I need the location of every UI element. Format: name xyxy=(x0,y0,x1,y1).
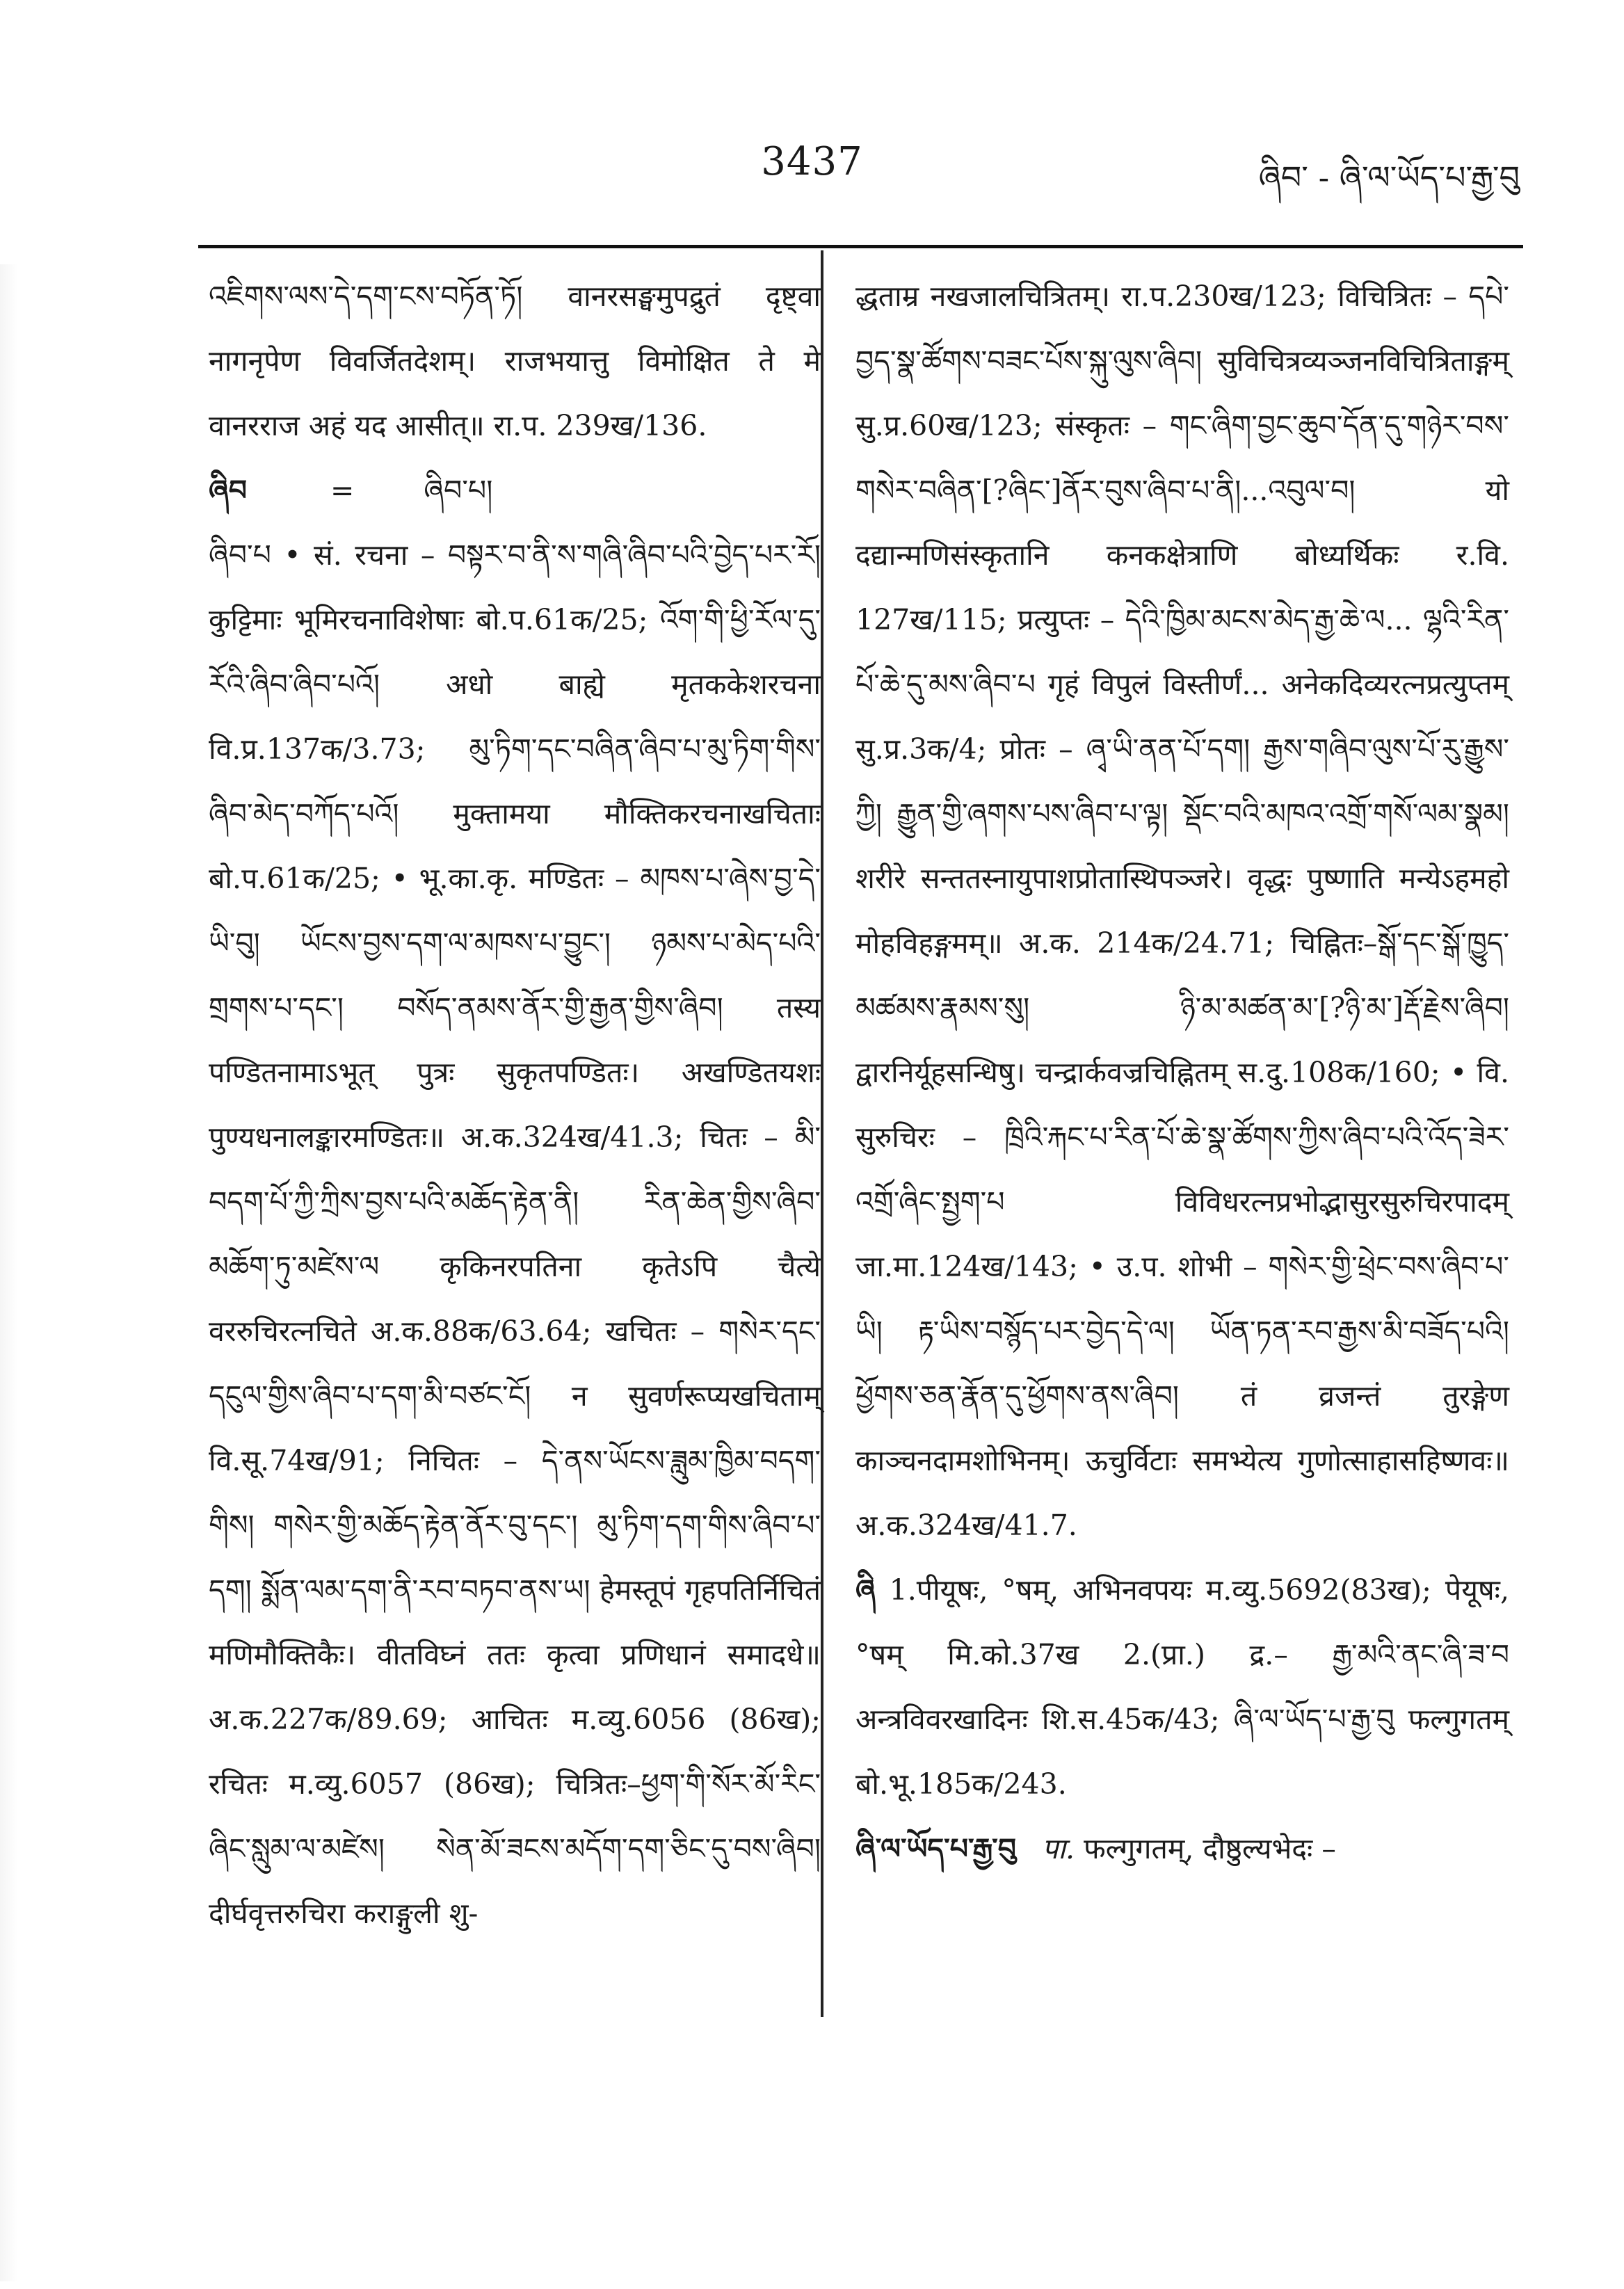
left-column xyxy=(209,264,821,1946)
header-rule xyxy=(198,245,1523,248)
running-head: ཞིབ་ - ཞི་ལ་ཡོད་པ་རྒྱ་བུ xyxy=(1258,159,1520,196)
page-number: 3437 xyxy=(761,139,863,184)
entry-continuation: འཇིགས་ལས་དེ་དག་ངས་བཏོན་ཏོ། वानरसङ्घमुपद्रुतं दृष्ट्वा नागनृपेण विवर्जितदेशम्। राजभयात्तु विमोक्षित ते मे वानरराज अहं यद आसीत्॥ रा.प. 239ख/136. xyxy=(209,280,821,442)
grammar-label: पा. xyxy=(1042,1832,1075,1865)
headword: ཞི xyxy=(855,1573,876,1607)
entry-body: 1.पीयूषः, °षम्, अभिनवपयः म.व्यु.5692(83ख); पेयूषः, °षम् मि.को.37ख 2.(प्रा.) द्र.– རྒྱ་མའི་ནང་ཞི་ཟ་བ अन्त्रविवरखादिनः शि.स.45क/43; ཞི་ལ་ཡོད་པ་རྒྱ་བུ फल्गुगतम् बो.भू.185क/243. xyxy=(855,1573,1509,1801)
dictionary-entry xyxy=(855,1558,1509,1817)
cross-reference: ཞིབ་པ། xyxy=(424,474,493,507)
right-column xyxy=(855,264,1509,1881)
column-divider xyxy=(821,250,823,2017)
headword: ཞི་ལ་ཡོད་པ་རྒྱ་བུ xyxy=(855,1832,1017,1865)
entry-body: फल्गुगतम्, दौष्ठुल्यभेदः – xyxy=(1084,1832,1336,1865)
scan-edge-artifact xyxy=(0,264,18,2281)
dictionary-entry xyxy=(855,1817,1509,1881)
equals-sign: = xyxy=(330,474,355,507)
entry-continuation: द्धताम्र नखजालचित्रितम्। रा.प.230ख/123; विचित्रितः – དཔེ་བྱད་སྣ་ཚོགས་བཟང་པོས་སྐུ་ལུས་ཞིབ། सुविचित्रव्यञ्जनविचित्रिताङ्गम् सु.प्र.60ख/123; संस्कृतः – གང་ཞིག་བྱང་ཆུབ་དོན་དུ་གཉེར་བས་གསེར་བཞིན་[?ཞིང་]ནོར་བུས་ཞིབ་པ་ནི།...འབུལ་བ། यो दद्यान्मणिसंस्कृतानि कनकक्षेत्राणि बोध्यर्थिकः र.वि. 127ख/115; प्रत्युप्तः – དེའི་ཁྱིམ་མངས་མེད་རྒྱ་ཆེ་ལ... ལྷའི་རིན་པོ་ཆེ་དུ་མས་ཞིབ་པ गृहं विपुलं विस्तीर्णं... अनेकदिव्यरत्नप्रत्युप्तम् सु.प्र.3क/4; प्रोतः – ཞྭ་ཡི་ནན་པོ་དག། རྒྱས་གཞིབ་ལུས་པོ་རུ་རྒྱུས་ཀྱི། རྒྱུན་གྱི་ཞགས་པས་ཞིབ་པ་ལྟ། སྡོང་བའི་མཁའ་འགྲོ་གསོ་ལམ་སྣམ། शरीरे सन्ततस्नायुपाशप्रोतास्थिपञ्जरे। वृद्धः पुष्णाति मन्येऽहमहो मोहविहङ्गमम्॥ अ.क. 214क/24.71; चिह्नितः–སྒོ་དང་སྒོ་ཁྱུད་མཚམས་རྣམས་སུ། ཉི་མ་མཚན་མ་[?ཉི་མ་]རྡོ་རྗེས་ཞིབ། द्वारनिर्यूहसन्धिषु। चन्द्रार्कवज्रचिह्नितम् स.दु.108क/160; • वि. सुरुचिरः – ཁྲིའི་རྐང་པ་རིན་པོ་ཆེ་སྣ་ཚོགས་ཀྱིས་ཞིབ་པའི་འོད་ཟེར་འགྲོ་ཞིང་སྤྱག་པ विविधरत्नप्रभोद्भासुरसुरुचिरपादम् जा.मा.124ख/143; • उ.प. शोभी – གསེར་གྱི་ཕྲེང་བས་ཞིབ་པ་ཡི། རྟ་ཡིས་བསྙོད་པར་བྱེད་དེ་ལ། ཡོན་ཏན་རབ་རྒྱས་མི་བཟོད་པའི། ཕྱོགས་ཅན་རྣོན་དུ་ཕྱོགས་ནས་ཞིབ། तं व्रजन्तं तुरङ्गेण काञ्चनदामशोभिनम्। ऊचुर्विटाः समभ्येत्य गुणोत्साहासहिष्णवः॥ अ.क.324ख/41.7. xyxy=(855,280,1509,1542)
headword: ཞིབ xyxy=(209,474,247,507)
dictionary-entry: ཞིབ་པ • सं. रचना – བསྟར་བ་ནི་ས་གཞི་ཞིབ་པའི་བྱེད་པར་རོ། कुट्टिमाः भूमिरचनाविशेषाः बो.प.61क/25; འོག་གི་ཕྱི་རོལ་དུ་རོའི་ཞིབ་ཞིབ་པའོ། अधो बाह्ये मृतककेशरचना वि.प्र.137क/3.73; མུ་ཏིག་དང་བཞིན་ཞིབ་པ་མུ་ཏིག་གིས་ཞིབ་མེད་བཀོད་པའོ། मुक्तामया मौक्तिकरचनाखचिताः बो.प.61क/25; • भू.का.कृ. मण्डितः – མཁས་པ་ཞེས་བྱ་དེ་ཡི་བུ། ཡོངས་བྱས་དག་ལ་མཁས་པ་བྱུང་། ཉམས་པ་མེད་པའི་གྲགས་པ་དང་། བསོད་ནམས་ནོར་གྱི་རྒྱན་གྱིས་ཞིབ། तस्य पण्डितनामाऽभूत् पुत्रः सुकृतपण्डितः। अखण्डितयशः पुण्यधनालङ्कारमण्डितः॥ अ.क.324ख/41.3; चितः – མི་བདག་པོ་ཀྱི་ཀྲིས་བྱས་པའི་མཆོད་རྟེན་ནི། རིན་ཆེན་གྱིས་ཞིབ་མཆོག་ཏུ་མཛེས་ལ कृकिनरपतिना कृतेऽपि चैत्ये वररुचिरत्नचिते अ.क.88क/63.64; खचितः – གསེར་དང་དངུལ་གྱིས་ཞིབ་པ་དག་མི་བཙང་ངོ། न सुवर्णरूप्यखचिताम् वि.सू.74ख/91; निचितः – དེ་ནས་ཡོངས་ཟླུམ་ཁྱིམ་བདག་གིས། གསེར་གྱི་མཆོད་རྟེན་ནོར་བུ་དང་། མུ་ཏིག་དག་གིས་ཞིབ་པ་དག། སྨོན་ལམ་དག་ནི་རབ་བཏབ་ནས་ཡ། हेमस्तूपं गृहपतिर्निचितं मणिमौक्तिकैः। वीतविघ्नं ततः कृत्वा प्रणिधानं समादधे॥ अ.क.227क/89.69; आचितः म.व्यु.6056 (86ख); रचितः म.व्यु.6057 (86ख); चित्रितः–ཕྱག་གི་སོར་མོ་རིང་ཞིང་སླུམ་ལ་མཛེས། སེན་མོ་ཟངས་མདོག་དག་ཅིང་དུ་བས་ཞིབ། दीर्घवृत्तरुचिरा कराङ्गुली शु- xyxy=(209,538,821,1930)
cross-reference-entry xyxy=(209,458,821,523)
